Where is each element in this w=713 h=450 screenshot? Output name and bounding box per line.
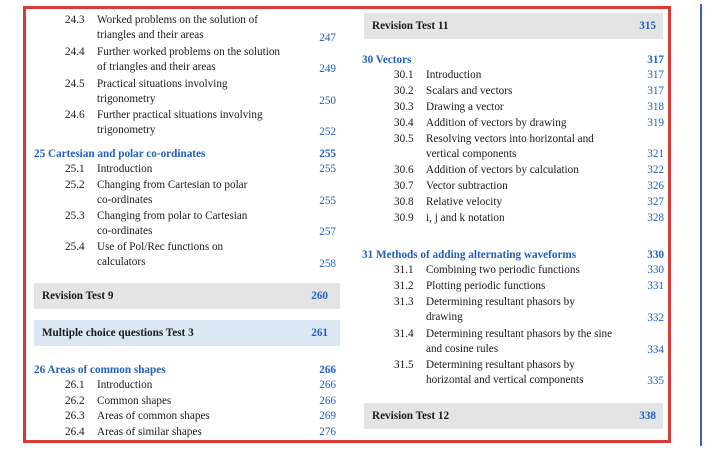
toc-entry-title: Plotting periodic functions	[426, 280, 546, 292]
section-number: 24.6	[65, 109, 85, 121]
toc-entry-title: Scalars and vectors	[426, 85, 513, 97]
toc-entry-title: i, j and k notation	[426, 212, 505, 224]
page-number[interactable]: 266	[319, 379, 336, 391]
section-number: 25.3	[65, 210, 85, 222]
toc-entry-title-cont: co-ordinates	[97, 194, 153, 206]
section-number: 30.6	[394, 164, 414, 176]
toc-entry-title: Introduction	[97, 379, 153, 391]
section-number: 31.3	[394, 296, 414, 308]
section-number: 25.2	[65, 179, 85, 191]
page-number[interactable]: 258	[319, 258, 336, 270]
page-number[interactable]: 334	[647, 344, 664, 356]
page-number[interactable]: 326	[647, 180, 664, 192]
section-number: 24.4	[65, 46, 85, 58]
section-number: 24.3	[65, 14, 85, 26]
toc-entry-title: Introduction	[97, 163, 153, 175]
section-number: 31.5	[394, 359, 414, 371]
toc-entry-title: Drawing a vector	[426, 101, 504, 113]
toc-entry-title-cont: of triangles and their areas	[97, 61, 216, 73]
toc-entry-title: Relative velocity	[426, 196, 503, 208]
toc-entry-title-cont: co-ordinates	[97, 225, 153, 237]
page-number[interactable]: 255	[319, 195, 336, 207]
revision-test-12-page[interactable]: 338	[639, 410, 656, 422]
chapter-page-number[interactable]: 317	[647, 54, 664, 66]
chapter-title-26[interactable]: 26 Areas of common shapes	[34, 364, 166, 376]
toc-entry-title: Vector subtraction	[426, 180, 508, 192]
page-number[interactable]: 276	[319, 426, 336, 438]
toc-entry-title: Determining resultant phasors by the sine	[426, 328, 613, 340]
mcq-test-3-page[interactable]: 261	[311, 327, 328, 339]
toc-entry-title-cont: trigonometry	[97, 124, 156, 136]
section-number: 26.3	[65, 410, 85, 422]
page-number[interactable]: 249	[319, 63, 336, 75]
page-number[interactable]: 250	[319, 95, 336, 107]
section-number: 26.4	[65, 426, 85, 438]
page-number[interactable]: 328	[647, 212, 664, 224]
page-number[interactable]: 332	[647, 312, 664, 324]
toc-entry-title-cont: horizontal and vertical components	[426, 374, 584, 386]
toc-entry-title-cont: trigonometry	[97, 93, 156, 105]
section-number: 31.4	[394, 328, 414, 340]
revision-test-9-page[interactable]: 260	[311, 290, 328, 302]
toc-entry-title: Worked problems on the solution of	[97, 14, 258, 26]
chapter-title-30[interactable]: 30 Vectors	[362, 54, 412, 66]
section-number: 30.9	[394, 212, 414, 224]
page-number[interactable]: 327	[647, 196, 664, 208]
toc-entry-title: Further worked problems on the solution	[97, 46, 281, 58]
toc-entry-title-cont: and cosine rules	[426, 343, 499, 355]
section-number: 30.5	[394, 133, 414, 145]
page-number[interactable]: 269	[319, 410, 336, 422]
page-number[interactable]: 335	[647, 375, 664, 387]
toc-entry-title: Introduction	[426, 69, 482, 81]
page-number[interactable]: 247	[319, 32, 336, 44]
page-number[interactable]: 317	[647, 85, 664, 97]
toc-entry-title: Practical situations involving	[97, 78, 228, 90]
chapter-title-31[interactable]: 31 Methods of adding alternating waveforms	[362, 249, 577, 261]
toc-page	[23, 6, 671, 443]
section-number: 26.1	[65, 379, 85, 391]
page-number[interactable]: 321	[647, 148, 664, 160]
revision-test-12-label: Revision Test 12	[372, 410, 450, 422]
mcq-test-3-label: Multiple choice questions Test 3	[42, 327, 194, 339]
section-number: 31.2	[394, 280, 414, 292]
section-number: 30.8	[394, 196, 414, 208]
toc-entry-title: Areas of similar shapes	[97, 426, 202, 438]
toc-entry-title: Changing from Cartesian to polar	[97, 179, 248, 191]
section-number: 25.1	[65, 163, 85, 175]
toc-entry-title: Common shapes	[97, 395, 172, 407]
toc-entry-title: Use of Pol/Rec functions on	[97, 241, 224, 253]
toc-entry-24-3[interactable]	[65, 13, 85, 29]
revision-test-11-page[interactable]: 315	[639, 20, 656, 32]
section-number: 30.1	[394, 69, 414, 81]
toc-entry-title: Areas of common shapes	[97, 410, 210, 422]
page-number[interactable]: 331	[647, 280, 664, 292]
chapter-page-number[interactable]: 330	[647, 249, 664, 261]
page-number[interactable]: 330	[647, 264, 664, 276]
page-number[interactable]: 319	[647, 117, 664, 129]
page-number[interactable]: 252	[319, 126, 336, 138]
toc-entry-title: Determining resultant phasors by	[426, 296, 575, 308]
page-number[interactable]: 322	[647, 164, 664, 176]
section-number: 30.7	[394, 180, 414, 192]
revision-test-9-label: Revision Test 9	[42, 290, 114, 302]
chapter-page-number[interactable]: 266	[319, 364, 336, 376]
section-number: 30.4	[394, 117, 414, 129]
toc-entry-title-cont: calculators	[97, 256, 146, 268]
section-number: 25.4	[65, 241, 85, 253]
scrollbar-edge	[700, 4, 702, 446]
section-number: 30.2	[394, 85, 414, 97]
toc-entry-title: Further practical situations involving	[97, 109, 263, 121]
toc-entry-title: Addition of vectors by calculation	[426, 164, 579, 176]
revision-test-11-label: Revision Test 11	[372, 20, 449, 32]
toc-entry-title: Combining two periodic functions	[426, 264, 580, 276]
section-number: 30.3	[394, 101, 414, 113]
page-number[interactable]: 318	[647, 101, 664, 113]
chapter-title-25[interactable]: 25 Cartesian and polar co-ordinates	[34, 148, 206, 160]
toc-entry-title: Changing from polar to Cartesian	[97, 210, 248, 222]
section-number: 31.1	[394, 264, 414, 276]
toc-entry-title: Resolving vectors into horizontal and	[426, 133, 594, 145]
section-number: 24.5	[65, 78, 85, 90]
toc-entry-title-cont: triangles and their areas	[97, 29, 204, 41]
toc-entry-title-cont: vertical components	[426, 148, 517, 160]
chapter-page-number[interactable]: 255	[319, 148, 336, 160]
page-number[interactable]: 255	[319, 163, 336, 175]
toc-entry-title-cont: drawing	[426, 311, 463, 323]
page-number[interactable]: 257	[319, 226, 336, 238]
toc-entry-title: Addition of vectors by drawing	[426, 117, 567, 129]
page-number[interactable]: 266	[319, 395, 336, 407]
toc-entry-title: Determining resultant phasors by	[426, 359, 575, 371]
page-number[interactable]: 317	[647, 69, 664, 81]
section-number: 26.2	[65, 395, 85, 407]
